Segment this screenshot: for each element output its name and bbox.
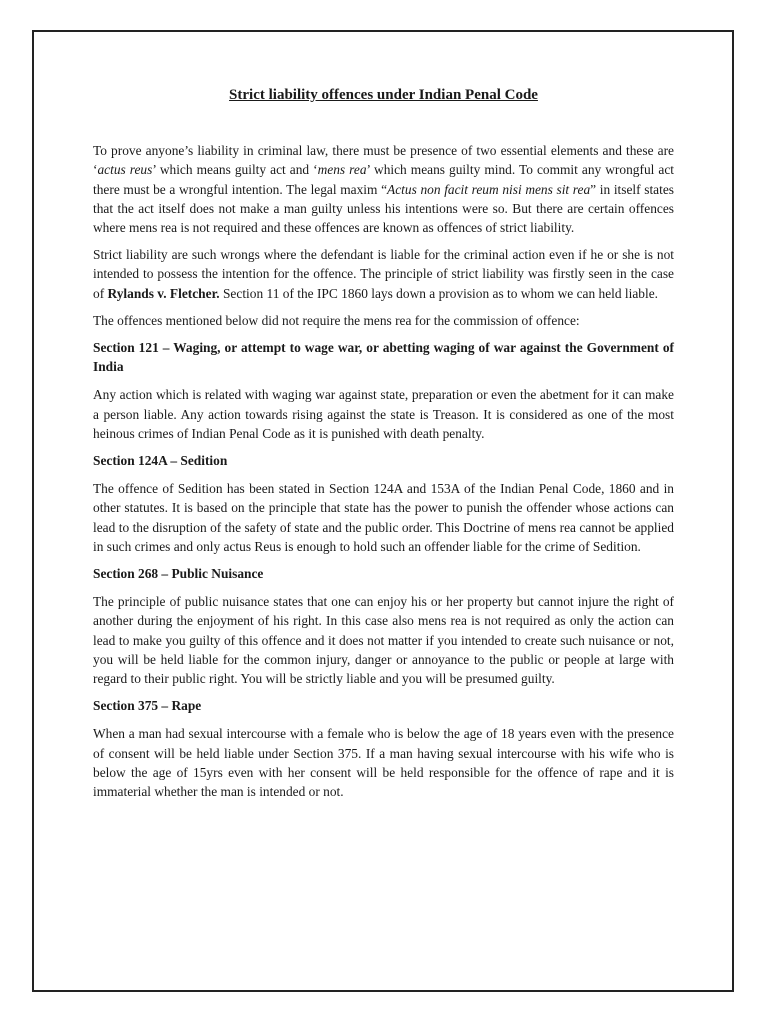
intro-text: ’ which means guilty mind. To commit any wrongful act there must be a wrongful intention. The legal maxim “ <box>93 162 674 197</box>
section-heading: Section 268 – Public Nuisance <box>93 566 264 582</box>
intro-paragraph-2 <box>93 245 674 303</box>
document-body <box>93 86 674 809</box>
intro-paragraph-1 <box>93 141 674 237</box>
section-body: Any action which is related with waging war against state, preparation or even the abetment for it can make a person liable. Any action towards rising against the state is Treason. It is considered as one of the most heinous crimes of Indian Penal Code as it is punished with death penalty. <box>93 387 674 441</box>
intro-text: ’ which means guilty act and ‘ <box>152 162 318 178</box>
mens-rea-term: mens rea <box>317 162 367 178</box>
section-heading: Section 124A – Sedition <box>93 453 228 469</box>
intro-text: Strict liability are such wrongs where the defendant is liable for the criminal action even if he or she is not intended to possess the intention for the offence. The principle of strict liability was firstly seen in the case of <box>93 247 674 301</box>
actus-reus-term: actus reus <box>97 162 153 178</box>
legal-maxim: Actus non facit reum nisi mens sit rea <box>387 181 591 197</box>
intro-paragraph-3: The offences mentioned below did not require the mens rea for the commission of offence: <box>93 312 580 328</box>
intro-text: ” in itself states that the act itself does not make a man guilty unless his intentions were so. But there are certain offences where mens rea is not required and these offences are known as offences of strict liability. <box>93 181 674 236</box>
intro-text: Section 11 of the IPC 1860 lays down a provision as to whom we can held liable. <box>219 285 658 301</box>
intro-text: To prove anyone’s liability in criminal law, there must be presence of two essential elements and these are ‘ <box>93 143 674 178</box>
section-body: When a man had sexual intercourse with a female who is below the age of 18 years even with the presence of consent will be held liable under Section 375. If a man having sexual intercourse with his wife who is below the age of 15yrs even with her consent will be held responsible for the offence of rape and it is immaterial whether the man is intended or not. <box>93 726 674 800</box>
section-heading: Section 121 – Waging, or attempt to wage war, or abetting waging of war against the Government of India <box>93 340 674 375</box>
case-name: Rylands v. Fletcher. <box>107 285 220 301</box>
section-body: The offence of Sedition has been stated in Section 124A and 153A of the Indian Penal Code, 1860 and in other statutes. It is based on the principle that state has the power to punish the offender whose actions can lead to the disruption of the safety of state and the public order. This Doctrine of mens rea cannot be applied in such crimes and only actus Reus is enough to hold such an offender liable for the crime of Sedition. <box>93 481 674 554</box>
document-title: Strict liability offences under Indian Penal Code <box>229 87 538 103</box>
section-body: The principle of public nuisance states that one can enjoy his or her property but cannot injure the right of another during the enjoyment of his right. In this case also mens rea is not required as only the action can lead to make you guilty of this offence and it does not matter if you intended to create such nuisance or not, you will be held liable for the common injury, danger or annoyance to the public or people at large with regard to their public right. You will be strictly liable and you will be presumed guilty. <box>93 594 674 687</box>
section-heading: Section 375 – Rape <box>93 698 202 714</box>
